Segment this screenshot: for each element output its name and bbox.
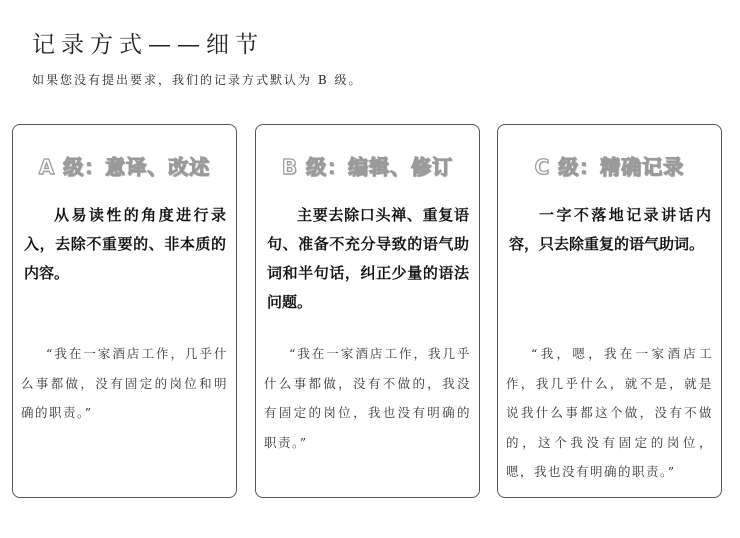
card-description: 从易读性的角度进行录入，去除不重要的、非本质的内容。 <box>24 206 226 282</box>
card-heading: A 级：意译、改述 <box>38 155 211 179</box>
card-level-a <box>12 124 237 498</box>
card-description: 主要去除口头禅、重复语句、准备不充分导致的语气助词和半句话，纠正少量的语法问题。 <box>267 206 469 311</box>
card-level-b <box>255 124 480 498</box>
card-level-c <box>497 124 722 498</box>
card-example-quote: “我在一家酒店工作，几乎什么事都做，没有固定的岗位和明确的职责。” <box>21 346 228 420</box>
card-description: 一字不落地记录讲话内容，只去除重复的语气助词。 <box>509 206 711 253</box>
card-example-quote: “我，嗯，我在一家酒店工作，我几乎什么，就不是，就是说我什么事都这个做，没有不做的，这个我没有固定的岗位，嗯，我也没有明确的职责。” <box>506 346 713 479</box>
card-example-quote: “我在一家酒店工作，我几乎什么事都做，没有不做的，我没有固定的岗位，我也没有明确的职责。” <box>264 346 471 450</box>
card-heading: C 级：精确记录 <box>534 155 685 179</box>
page-title: 记录方式——细节 <box>32 32 264 58</box>
page-subtitle: 如果您没有提出要求，我们的记录方式默认为 B 级。 <box>32 73 363 87</box>
card-heading: B 级：编辑、修订 <box>281 155 454 179</box>
